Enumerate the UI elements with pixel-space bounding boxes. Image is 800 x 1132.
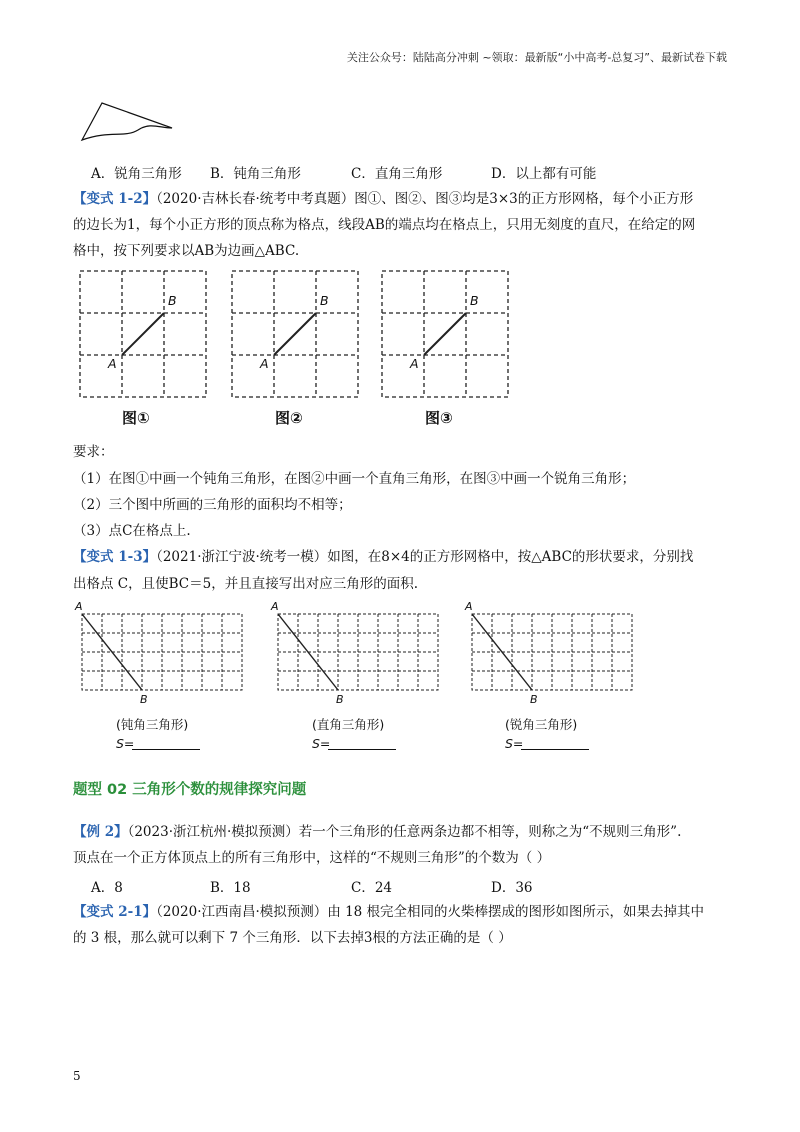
fig2-point-a: A — [260, 356, 269, 371]
page-header: 关注公众号：陆陆高分冲刺 ~领取：最新版“小中高考-总复习”、最新试卷下载 — [346, 51, 727, 64]
fig3-point-b: B — [470, 293, 479, 308]
v12-line3: 格中，按下列要求以AB为边画△ABC. — [73, 243, 300, 259]
q1-option-a: A．锐角三角形 — [91, 166, 182, 182]
ex2-line1: 【例 2】（2023·浙江杭州·模拟预测）若一个三角形的任意两条边都不相等，则称之为“不规则三角形”. — [73, 824, 682, 840]
q1-option-d: D．以上都有可能 — [491, 166, 597, 182]
v13-s-label-1: S= — [116, 736, 135, 751]
v12-label: 【变式 1-2】 — [73, 191, 157, 207]
page-number: 5 — [73, 1069, 81, 1083]
grid-figure-1 — [78, 269, 208, 399]
fig3-point-a: A — [410, 356, 419, 371]
fig3-caption: 图③ — [425, 409, 453, 427]
v21-line2: 的 3 根，那么就可以剩下 7 个三角形．以下去掉3根的方法正确的是（ ） — [73, 930, 512, 946]
ex2-option-b: B．18 — [210, 880, 251, 896]
quadrilateral-figure — [80, 100, 180, 150]
ex2-option-d: D．36 — [491, 880, 533, 896]
fig1-caption: 图① — [122, 409, 150, 427]
fig2-point-b: B — [320, 293, 329, 308]
fig2-caption: 图② — [275, 409, 303, 427]
ex2-label: 【例 2】 — [73, 824, 128, 840]
v13-caption-2: (直角三角形) — [312, 717, 385, 732]
v13-fig3-point-b: B — [530, 693, 538, 706]
v12-req3: （3）点C在格点上. — [73, 523, 191, 539]
v13-line1: 【变式 1-3】（2021·浙江宁波·统考一模）如图，在8×4的正方形网格中，按△ABC的形状要求，分别找 — [73, 549, 694, 565]
v13-fig2-point-b: B — [336, 693, 344, 706]
grid-8x4-1 — [80, 612, 250, 692]
v13-blank-1 — [132, 749, 200, 750]
v12-req-title: 要求： — [73, 444, 114, 460]
v12-line1: 【变式 1-2】（2020·吉林长春·统考中考真题）图①、图②、图③均是3×3的正方形网格，每个小正方形 — [73, 191, 694, 207]
section-title: 题型 02 三角形个数的规律探究问题 — [73, 782, 307, 798]
grid-8x4-3 — [470, 612, 640, 692]
v21-line1: 【变式 2-1】（2020·江西南昌·模拟预测）由 18 根完全相同的火柴棒摆成的图形如图所示，如果去掉其中 — [73, 904, 705, 920]
v13-blank-3 — [521, 749, 589, 750]
v13-s-label-3: S= — [505, 736, 524, 751]
v13-blank-2 — [328, 749, 396, 750]
ex2-option-c: C．24 — [351, 880, 393, 896]
v21-label: 【变式 2-1】 — [73, 904, 157, 920]
v13-fig1-point-b: B — [140, 693, 148, 706]
grid-8x4-2 — [276, 612, 446, 692]
v13-line2: 出格点 C，且使BC＝5，并且直接写出对应三角形的面积. — [73, 576, 419, 592]
fig1-point-b: B — [168, 293, 177, 308]
v13-fig3-point-a: A — [465, 600, 473, 613]
v13-s-label-2: S= — [312, 736, 331, 751]
ex2-option-a: A．8 — [91, 880, 123, 896]
grid-figure-3 — [380, 269, 510, 399]
v13-fig2-point-a: A — [271, 600, 279, 613]
v13-caption-3: (锐角三角形) — [505, 717, 578, 732]
v12-req2: （2）三个图中所画的三角形的面积均不相等； — [73, 497, 352, 513]
v12-line2: 的边长为1，每个小正方形的顶点称为格点，线段AB的端点均在格点上，只用无刻度的直尺，在给定的网 — [73, 217, 696, 233]
fig1-point-a: A — [108, 356, 117, 371]
grid-figure-2 — [230, 269, 360, 399]
v13-caption-1: (钝角三角形) — [116, 717, 189, 732]
q1-option-c: C．直角三角形 — [351, 166, 443, 182]
v13-label: 【变式 1-3】 — [73, 549, 157, 565]
v12-req1: （1）在图①中画一个钝角三角形，在图②中画一个直角三角形，在图③中画一个锐角三角形； — [73, 471, 636, 487]
v13-fig1-point-a: A — [75, 600, 83, 613]
q1-option-b: B．钝角三角形 — [210, 166, 301, 182]
ex2-line2: 顶点在一个正方体顶点上的所有三角形中，这样的“不规则三角形”的个数为（ ） — [73, 850, 551, 866]
